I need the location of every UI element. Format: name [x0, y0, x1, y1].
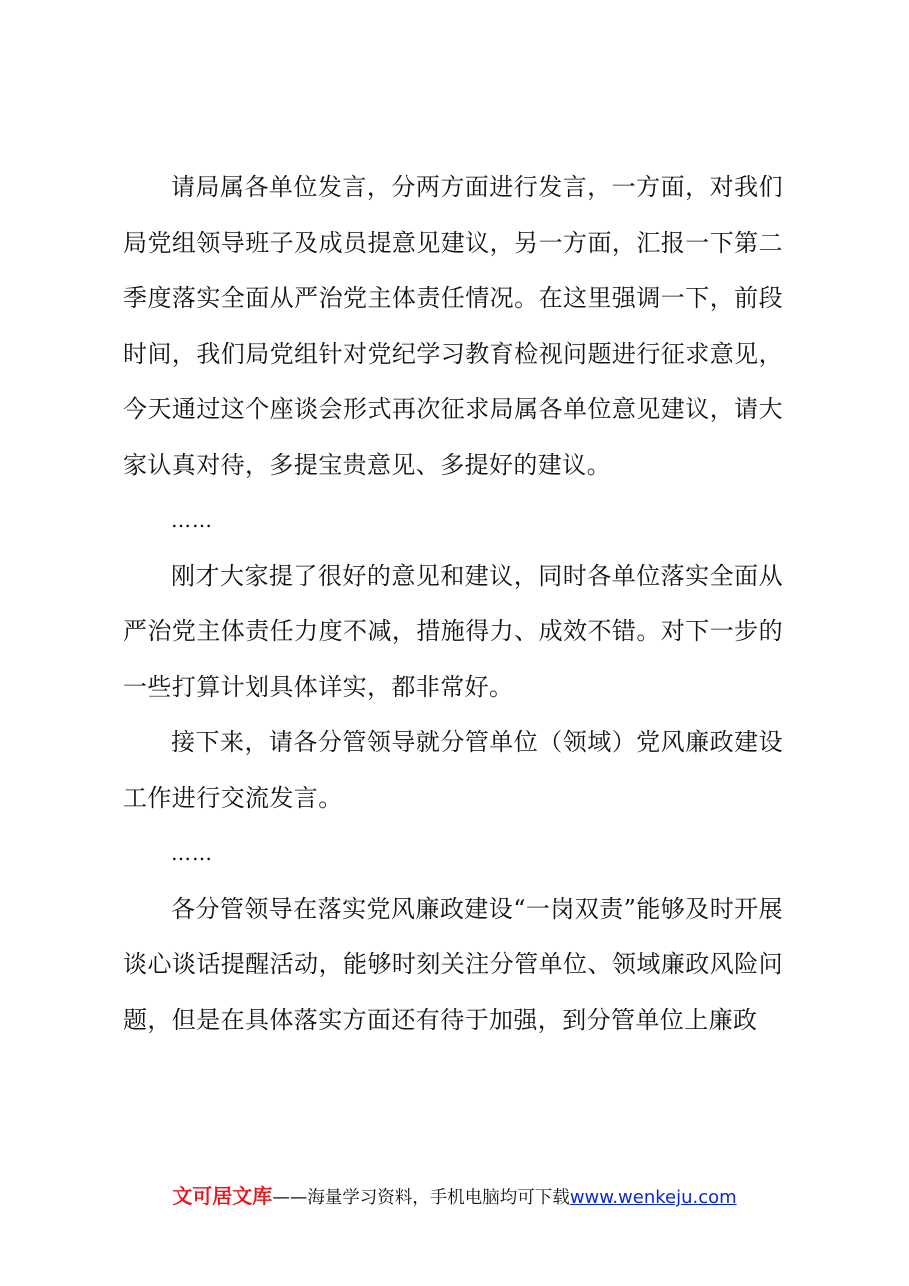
footer-brand: 文可居文库	[172, 1184, 273, 1208]
footer-url-link[interactable]: www.wenkeju.com	[569, 1187, 737, 1208]
ellipsis-1: ……	[171, 508, 213, 532]
document-body	[123, 160, 783, 1048]
paragraph-2: 刚才大家提了很好的意见和建议，同时各单位落实全面从严治党主体责任力度不减，措施得力、成效不错。对下一步的一些打算计划具体详实，都非常好。	[123, 561, 783, 701]
paragraph-3: 接下来，请各分管领导就分管单位（领域）党风廉政建设工作进行交流发言。	[123, 728, 783, 812]
paragraph-4: 各分管领导在落实党风廉政建设“一岗双责”能够及时开展谈心谈话提醒活动，能够时刻关注分管单位、领域廉政风险问题，但是在具体落实方面还有待于加强，到分管单位上廉政	[123, 894, 783, 1034]
ellipsis-2: ……	[171, 841, 213, 865]
footer-tagline: ——海量学习资料，手机电脑均可下载	[272, 1188, 570, 1208]
footer-watermark	[0, 1181, 909, 1213]
paragraph-1: 请局属各单位发言，分两方面进行发言，一方面，对我们局党组领导班子及成员提意见建议，另一方面，汇报一下第二季度落实全面从严治党主体责任情况。在这里强调一下，前段时间，我们局党组针对党纪学习教育检视问题进行征求意见，今天通过这个座谈会形式再次征求局属各单位意见建议，请大家认真对待，多提宝贵意见、多提好的建议。	[123, 173, 783, 479]
